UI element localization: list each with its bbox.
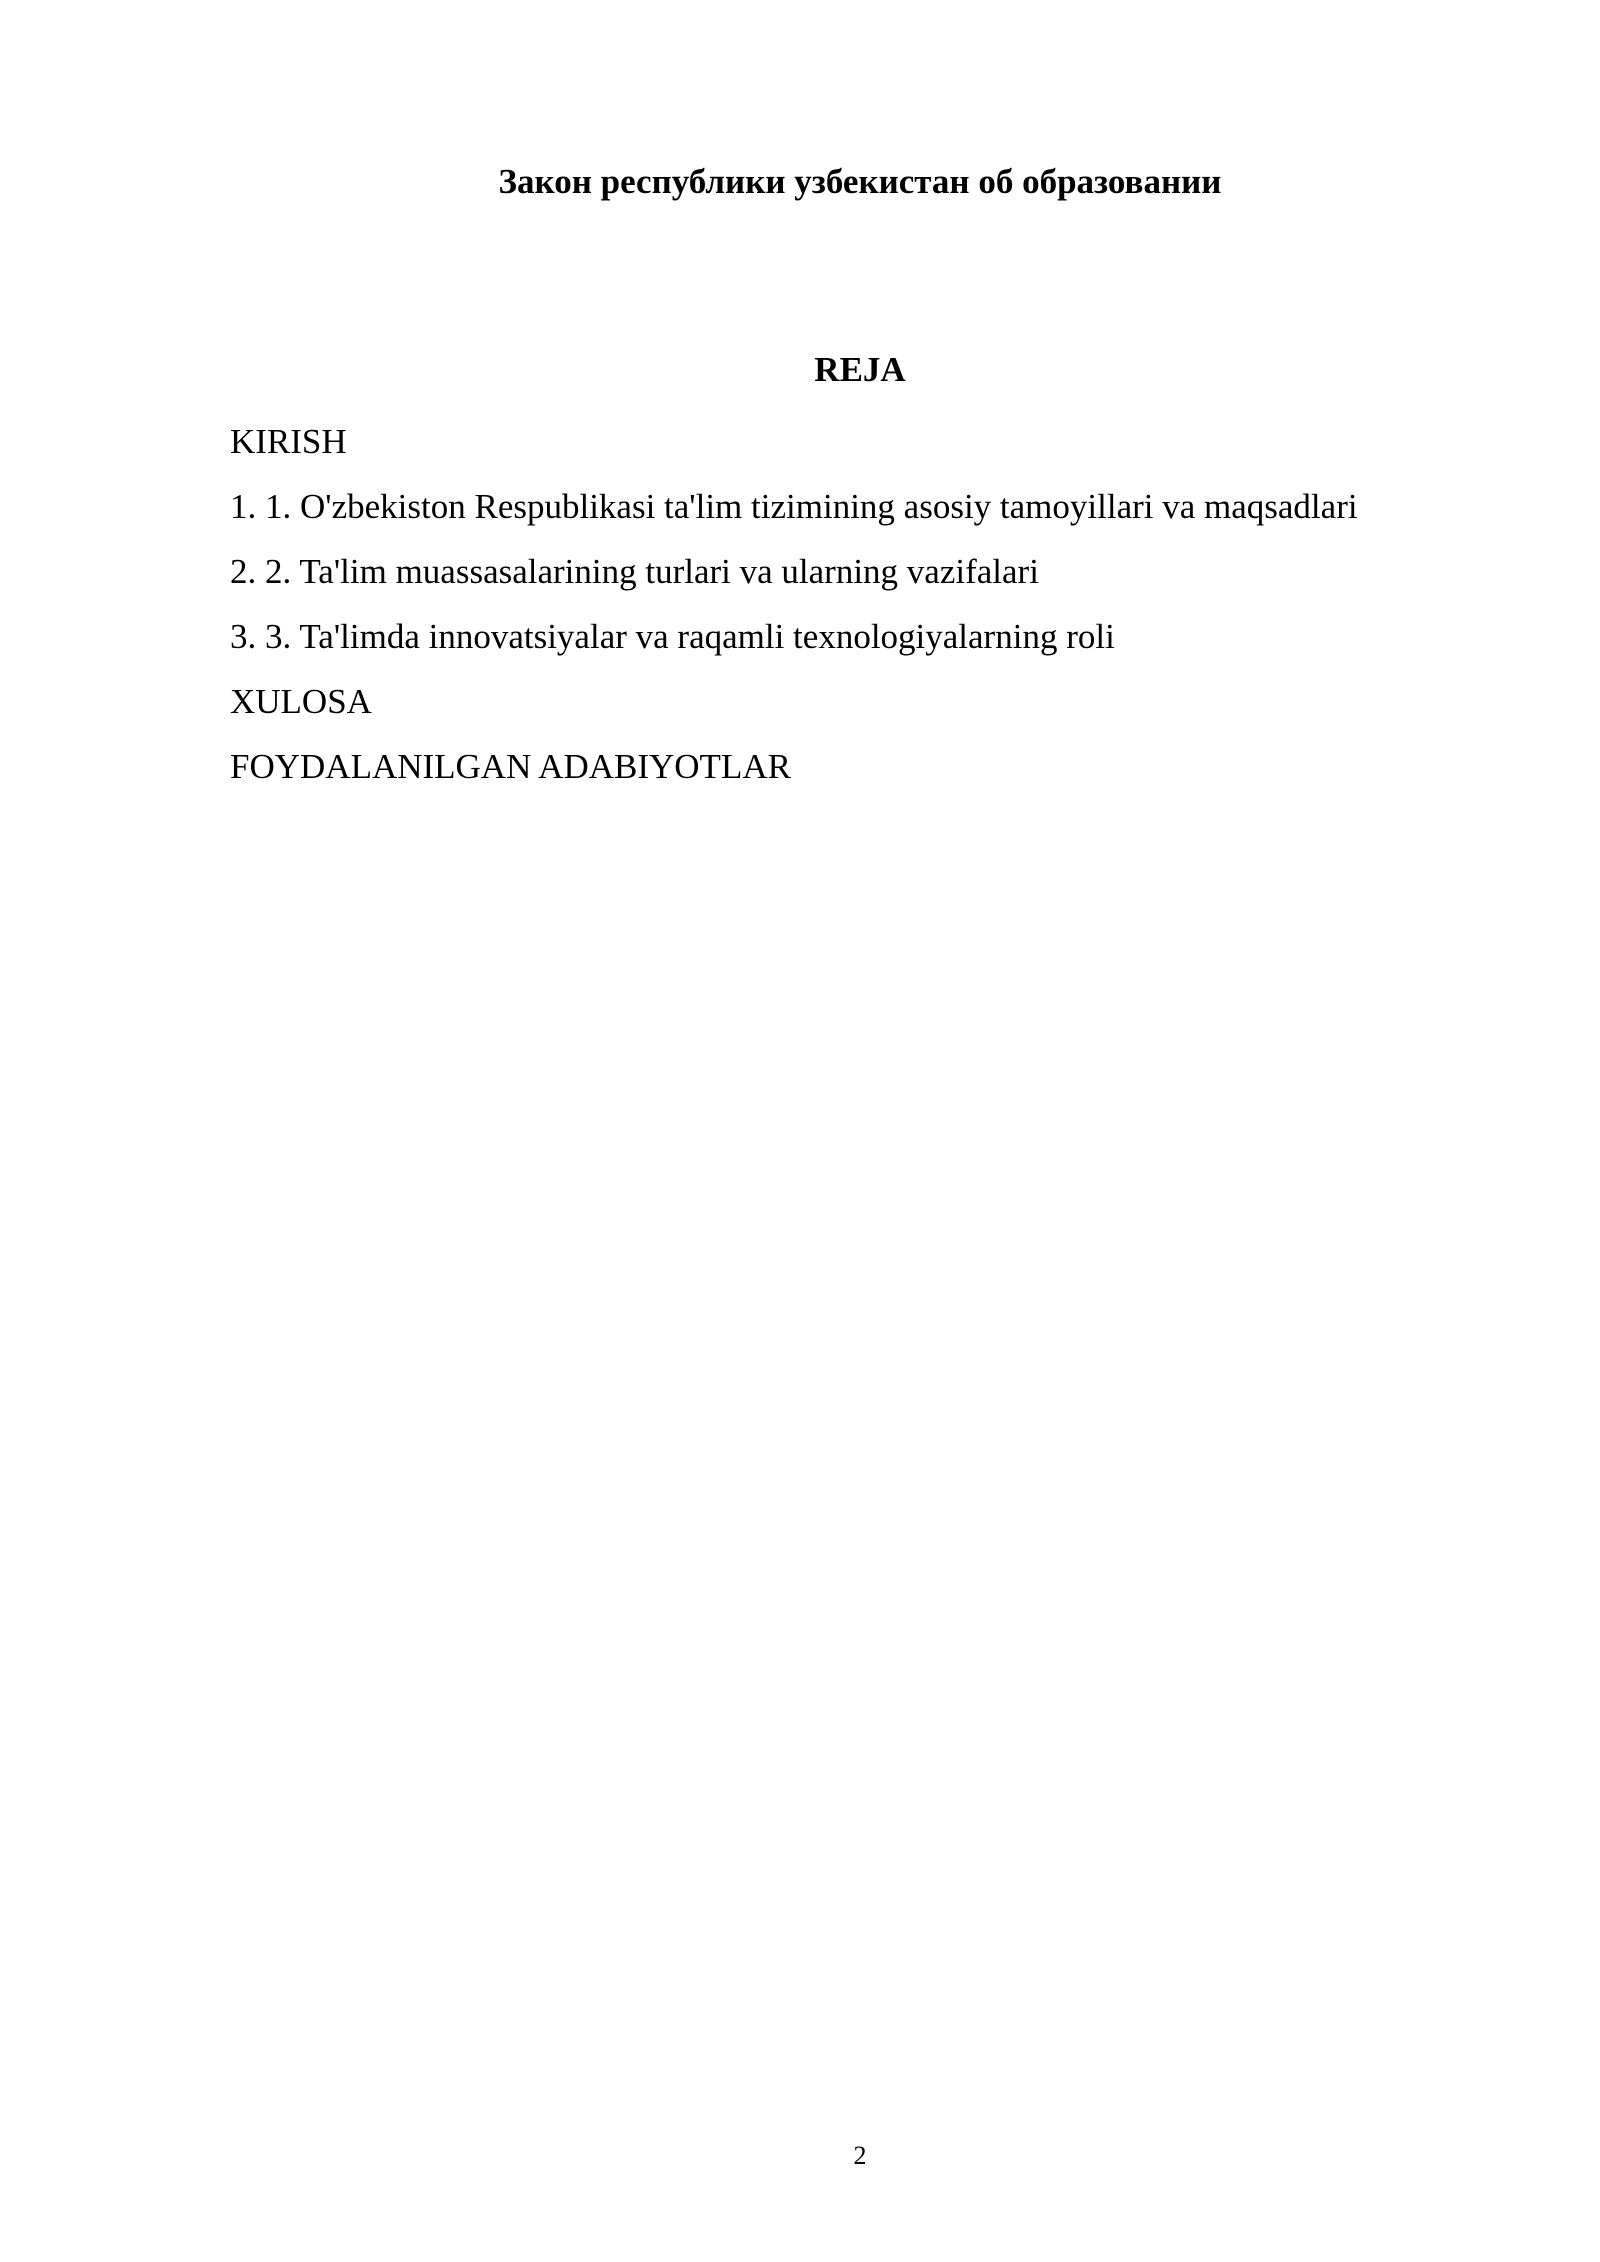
- page-number: 2: [853, 2141, 867, 2170]
- toc-item-introduction: KIRISH: [230, 422, 347, 461]
- toc-item-references: FOYDALANILGAN ADABIYOTLAR: [230, 747, 791, 786]
- table-of-contents: [230, 420, 1560, 810]
- toc-item-2: 2. 2. Ta'lim muassasalarining turlari va ularning vazifalari: [230, 552, 1039, 591]
- toc-item-3: 3. 3. Ta'limda innovatsiyalar va raqamli texnologiyalarning roli: [230, 617, 1115, 656]
- plan-heading: REJA: [814, 350, 906, 389]
- document-title: Закон республики узбекистан об образовании: [498, 162, 1222, 201]
- toc-item-1: 1. 1. O'zbekiston Respublikasi ta'lim tizimining asosiy tamoyillari va maqsadlari: [230, 487, 1358, 526]
- toc-item-conclusion: XULOSA: [230, 682, 372, 721]
